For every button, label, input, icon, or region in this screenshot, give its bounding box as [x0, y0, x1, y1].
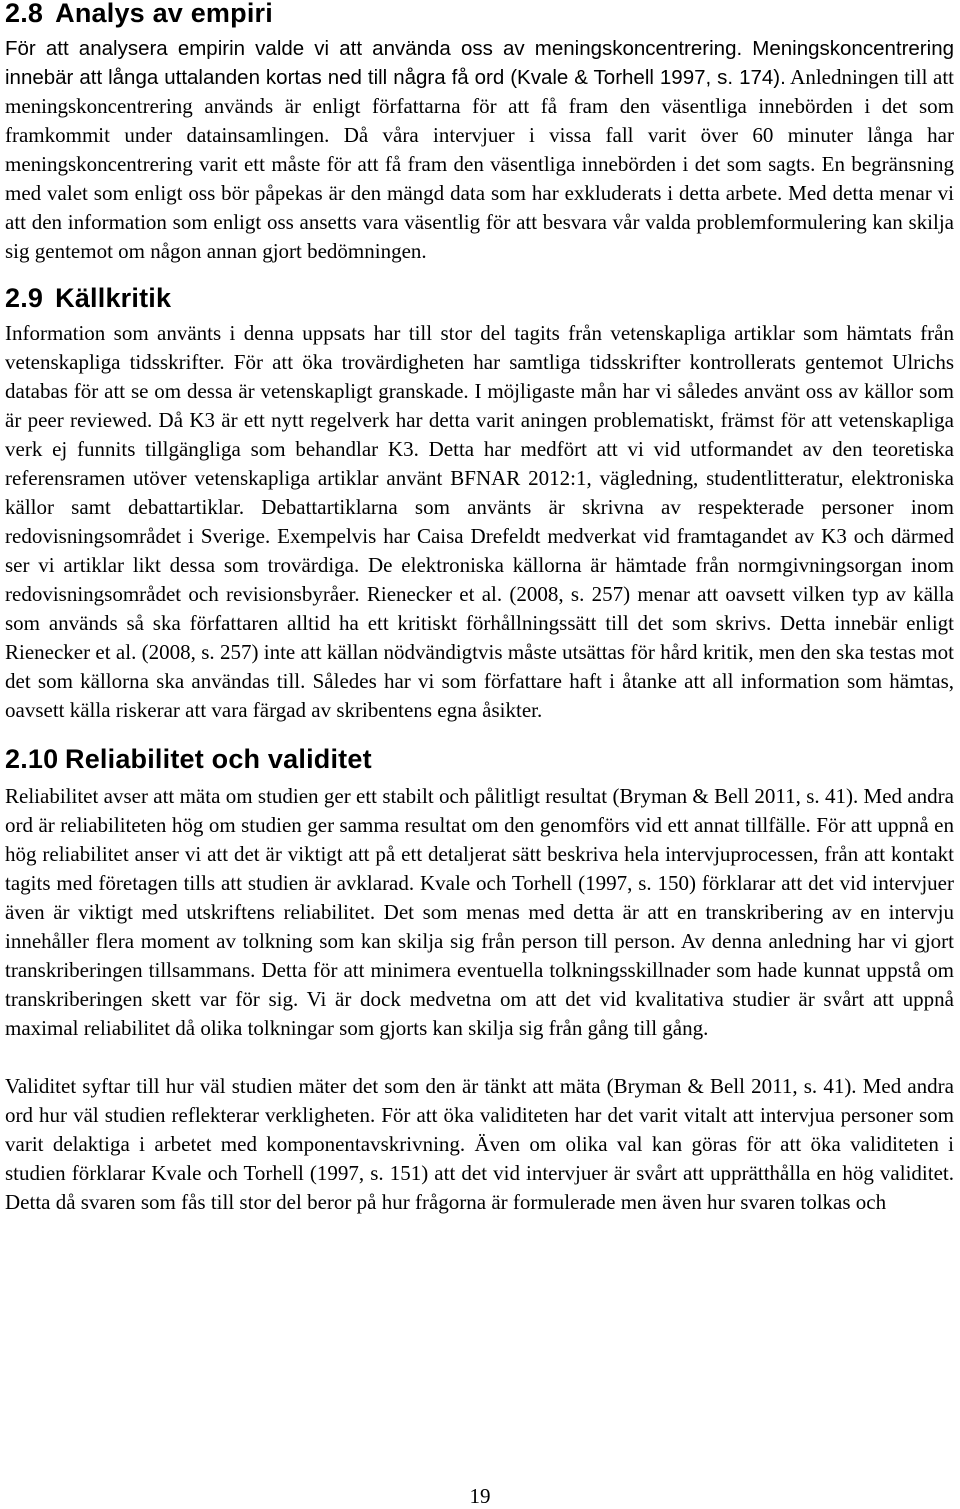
section-heading-2-8 — [5, 0, 954, 30]
section-title: Källkritik — [55, 283, 172, 313]
section-2-10-paragraph-1: Reliabilitet avser att mäta om studien ger ett stabilt och pålitligt resultat (Bryman & Bell 2011, s. 41). Med andra ord är reliabiliteten hög om studien ger samma resultat om den genomförs vid ett annat tillfälle. För att uppnå en hög reliabilitet anser vi att det är viktigt att på ett detaljerat sätt beskriva hela intervjuprocessen, från att kontakt tagits med företagen tills att studien är avklarad. Kvale och Torhell (1997, s. 150) förklarar att det vid intervjuer även är viktigt med utskriftens reliabilitet. Det som menas med detta är att en transkribering av en intervju innehåller flera moment av tolkning som kan skilja sig från person till person. Av denna anledning har vi gjort transkriberingen tillsammans. Detta för att minimera eventuella tolkningsskillnader som hade kunnat uppstå om transkriberingen skett var för sig. Vi är dock medvetna om att det vid kvalitativa studier är svårt att uppnå maximal reliabilitet då olika tolkningar som gjorts kan skilja sig från gång till gång. — [5, 784, 954, 1040]
section-title: Reliabilitet och validitet — [65, 744, 372, 774]
paragraph-serif-segment: Anledningen till att meningskoncentrering används är enligt författarna för att få fram den väsentliga innebörden i det som framkommit under datainsamlingen. Då våra intervjuer i vissa fall varit över 60 minuter långa har meningskoncentrering varit ett måste för att få fram den väsentliga innebörden i det som sagts. En begränsning med valet som enligt oss bör påpekas är den mängd data som har exkluderats i detta arbete. Med detta menar vi att den information som enligt oss ansetts vara väsentlig för att besvara vår valda problemformulering kan skilja sig gentemot om någon annan gjort bedömningen. — [5, 65, 954, 263]
page-number: 19 — [469, 1484, 491, 1508]
section-2-8-paragraph — [5, 34, 954, 266]
section-number: 2.10 — [5, 744, 59, 774]
section-heading-2-10 — [5, 742, 954, 776]
paragraph-sans-segment: För att analysera empirin valde vi att använda oss av meningskoncentrering. Meningskoncentrering innebär att långa uttalanden kortas ned till några få ord (Kvale & Torhell 1997, s. 174). — [5, 37, 954, 89]
section-title: Analys av empiri — [55, 0, 273, 28]
section-number: 2.9 — [5, 283, 44, 313]
document-page — [5, 0, 954, 1217]
section-number: 2.8 — [5, 0, 44, 28]
section-2-9-paragraph: Information som använts i denna uppsats har till stor del tagits från vetenskapliga artiklar som hämtats från vetenskapliga tidsskrifter. För att öka trovärdigheten har samtliga tidsskrifter kontrollerats gentemot Ulrichs databas för att se om dessa är vetenskapligt granskade. I möjligaste mån har vi således använt oss av källor som är peer reviewed. Då K3 är ett nytt regelverk har detta varit aningen problematiskt, främst för att vetenskapliga verk ej funnits tillgängliga som behandlar K3. Detta har medfört att vi vid utformandet av den teoretiska referensramen utöver vetenskapliga artiklar använt BFNAR 2012:1, vägledning, studentlitteratur, elektroniska källor samt debattartiklar. Debattartiklarna som använts är skrivna av respekterade personer inom redovisningsområdet i Sverige. Exempelvis har Caisa Drefeldt medverkat vid framtagandet av K3 och därmed ser vi artiklar likt dessa som trovärdiga. De elektroniska källorna är hämtade från normgivningsorgan inom redovisningsområdet och revisionsbyråer. Rienecker et al. (2008, s. 257) menar att oavsett vilken typ av källa som används så ska författaren alltid ha ett kritiskt förhållningssätt till det som skrivs. Detta innebär enligt Rienecker et al. (2008, s. 257) inte att källan nödvändigtvis måste utsättas för hård kritik, men den ska testas mot det som källorna ska användas till. Således har vi som författare haft i åtanke att all information som hämtas, oavsett källa riskerar att vara färgad av skribentens egna åsikter. — [5, 321, 954, 722]
section-2-10-paragraph-2: Validitet syftar till hur väl studien mäter det som den är tänkt att mäta (Bryman & Bell 2011, s. 41). Med andra ord hur väl studien reflekterar verkligheten. För att öka validiteten har det varit vitalt att intervjua personer som varit delaktiga i arbetet med komponentavskrivning. Även om olika val kan göras för att öka validiteten i studien förklarar Kvale och Torhell (1997, s. 151) att det vid intervjuer är svårt att upprätthålla en hög validitet. Detta då svaren som fås till stor del beror på hur frågorna är formulerade men även hur svaren tolkas och — [5, 1074, 954, 1214]
section-heading-2-9 — [5, 281, 954, 315]
